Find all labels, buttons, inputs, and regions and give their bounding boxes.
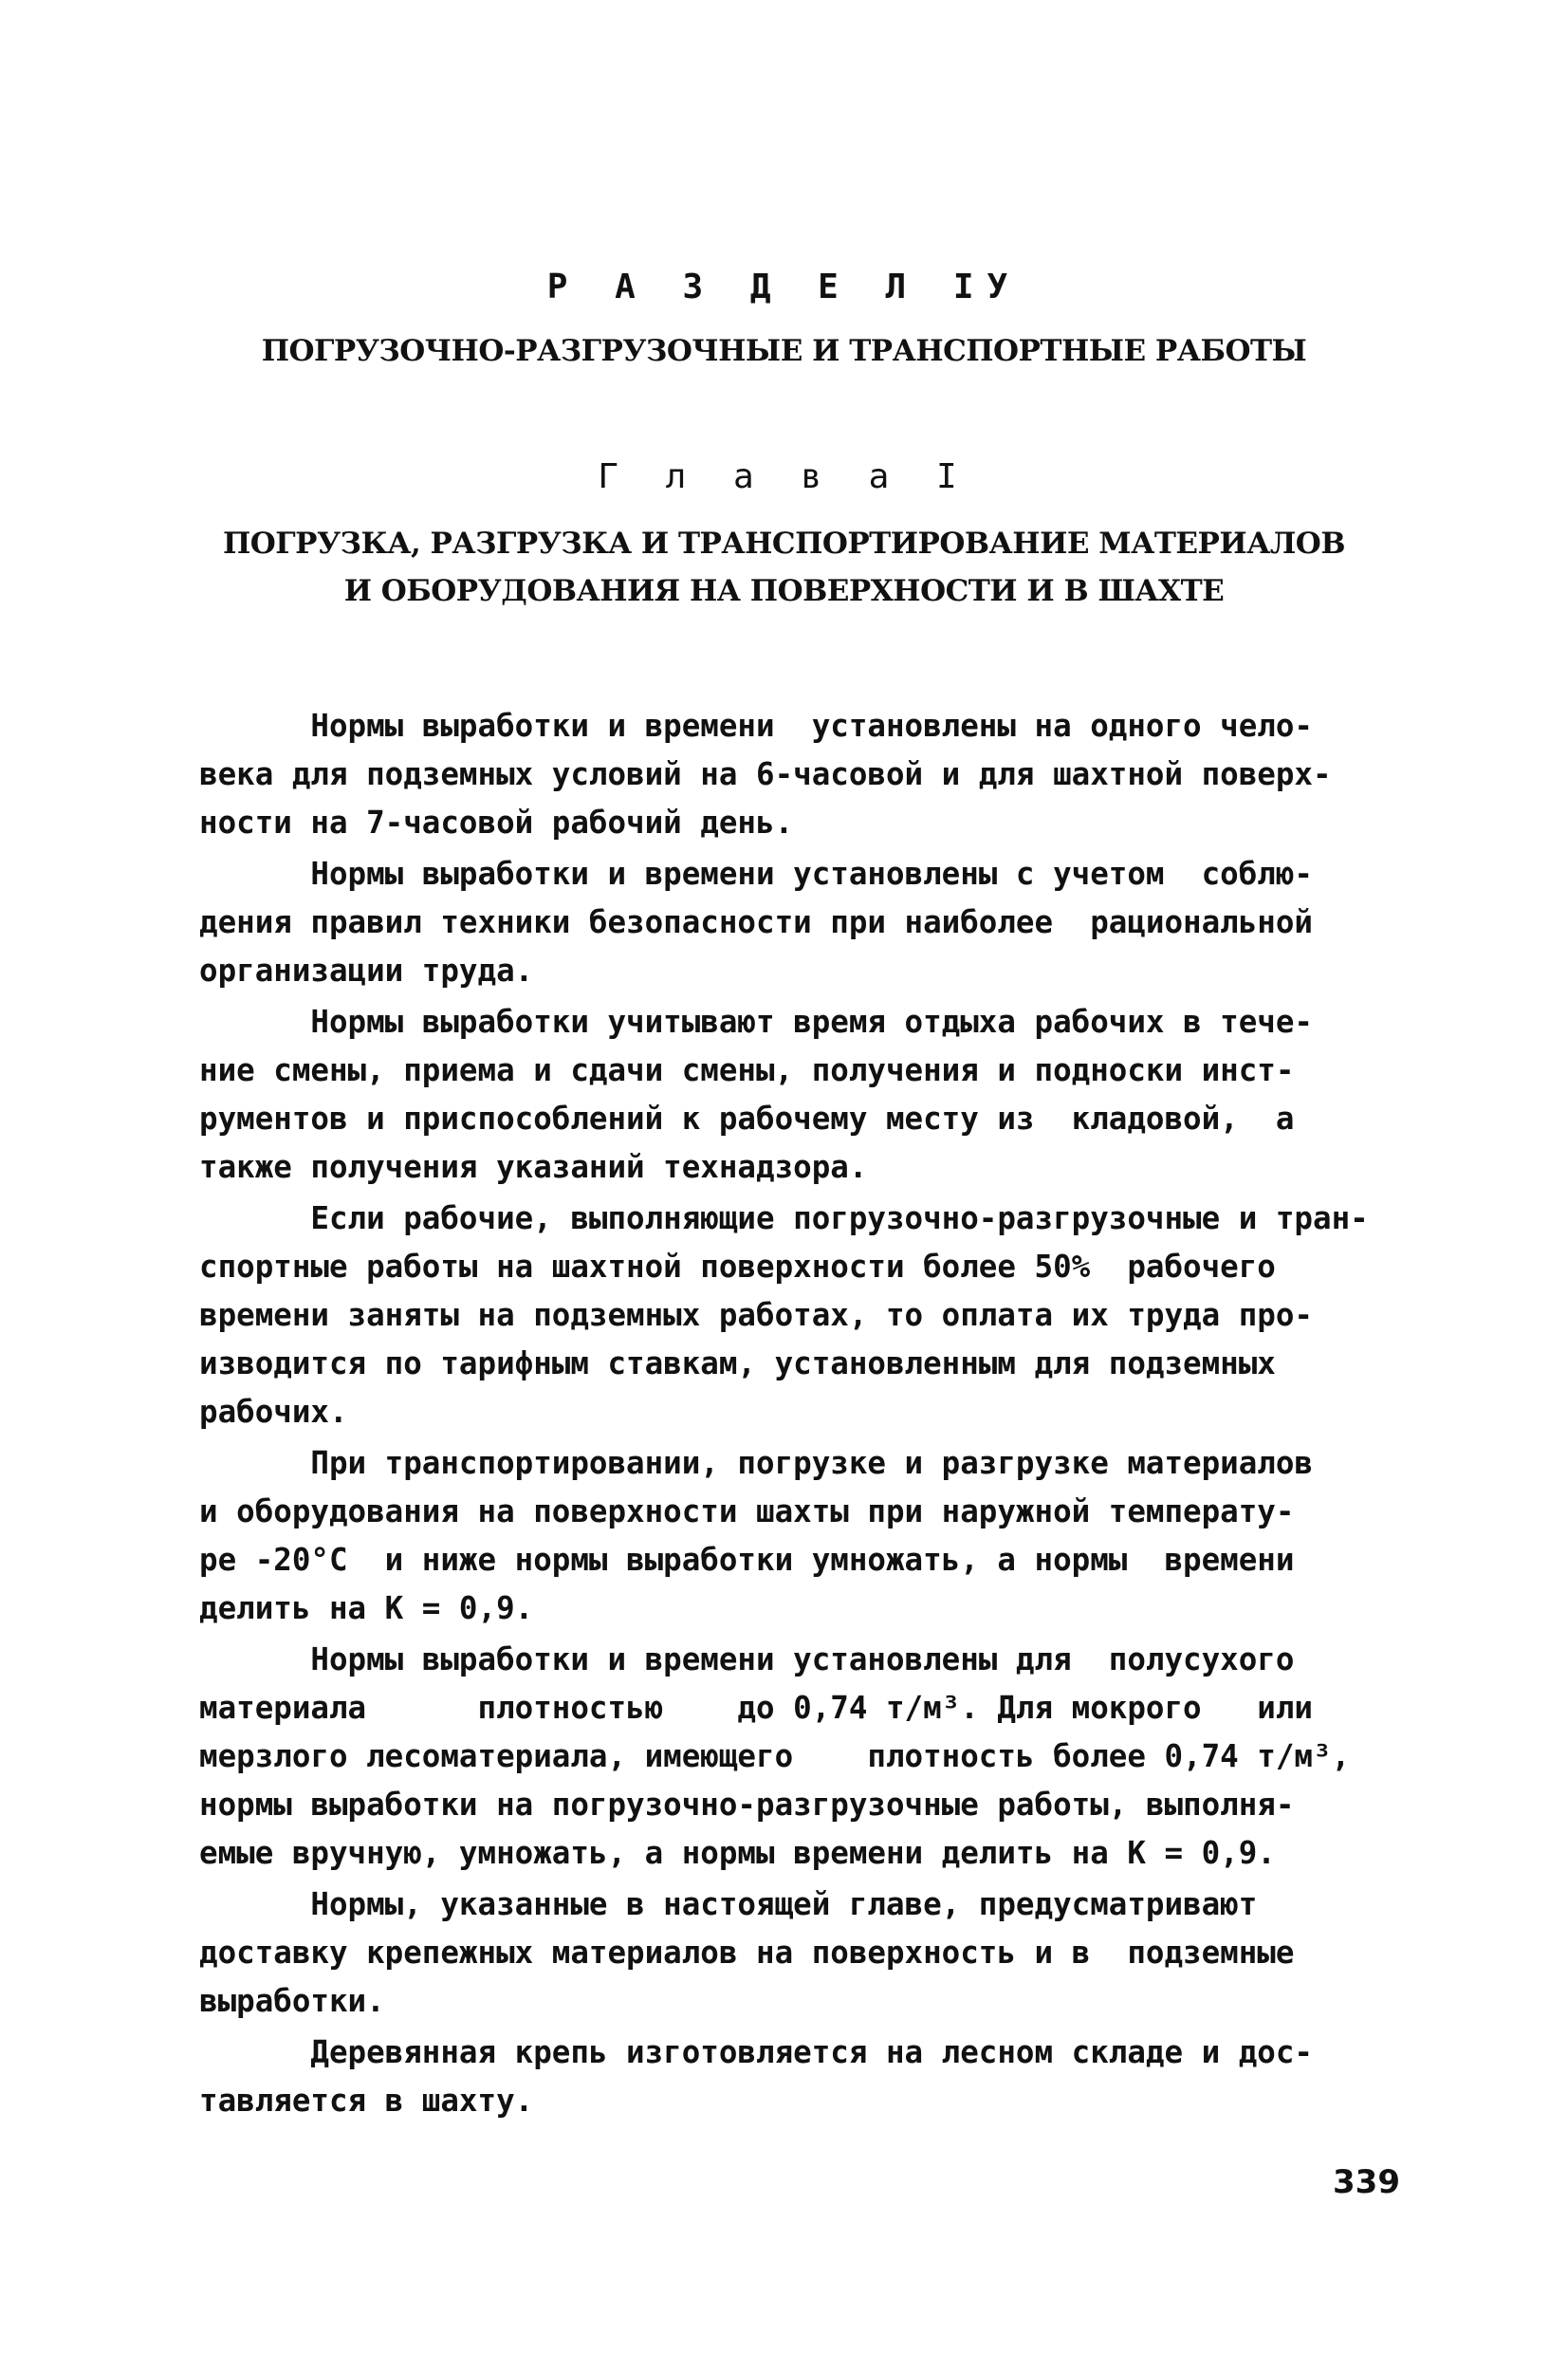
text-line: времени заняты на подземных работах, то оплата их труда про-: [199, 1297, 1313, 1333]
paragraph: [199, 998, 1328, 1192]
section-title: Р А З Д Е Л IУ: [546, 268, 1022, 306]
text-line: также получения указаний технадзора.: [199, 1149, 868, 1185]
chapter-subtitle-line: ПОГРУЗКА, РАЗГРУЗКА И ТРАНСПОРТИРОВАНИЕ МАТЕРИАЛОВ: [222, 527, 1346, 561]
text-line: материала плотностью до 0,74 т/м³. Для мокрого или: [199, 1690, 1313, 1726]
text-line: мерзлого лесоматериала, имеющего плотность более 0,74 т/м³,: [199, 1738, 1351, 1774]
text-line: делить на К = 0,9.: [199, 1590, 534, 1626]
text-line: ре -20°С и ниже нормы выработки умножать, а нормы времени: [199, 1542, 1295, 1578]
text-line: При транспортировании, погрузке и разгрузке материалов: [199, 1445, 1313, 1481]
chapter-title: Г л а в а I: [598, 457, 970, 496]
text-line: нормы выработки на погрузочно-разгрузочные работы, выполня-: [199, 1787, 1295, 1823]
page-number: 339: [1333, 2163, 1400, 2201]
chapter-subtitle: [0, 520, 1568, 615]
text-line: дения правил техники безопасности при наиболее рациональной: [199, 904, 1313, 940]
paragraph: [199, 1881, 1328, 2026]
text-line: изводится по тарифным ставкам, установленным для подземных: [199, 1345, 1276, 1381]
paragraph: [199, 1195, 1369, 1436]
text-line: рабочих.: [199, 1394, 348, 1430]
text-line: организации труда.: [199, 953, 534, 989]
paragraph: [199, 1636, 1351, 1878]
text-line: емые вручную, умножать, а нормы времени делить на К = 0,9.: [199, 1835, 1276, 1871]
body-text: [199, 702, 1369, 2128]
text-line: века для подземных условий на 6-часовой и для шахтной поверх-: [199, 756, 1332, 792]
text-line: доставку крепежных материалов на поверхность и в подземные: [199, 1935, 1295, 1971]
text-line: Деревянная крепь изготовляется на лесном складе и дос-: [199, 2034, 1313, 2070]
text-line: спортные работы на шахтной поверхности более 50% рабочего: [199, 1249, 1276, 1285]
text-line: рументов и приспособлений к рабочему месту из кладовой, а: [199, 1101, 1295, 1137]
text-line: Нормы выработки и времени установлены на одного чело-: [199, 708, 1313, 744]
text-line: Нормы выработки и времени установлены с учетом соблю-: [199, 856, 1313, 892]
text-line: выработки.: [199, 1983, 385, 2019]
chapter-subtitle-line: И ОБОРУДОВАНИЯ НА ПОВЕРХНОСТИ И В ШАХТЕ: [343, 574, 1225, 608]
paragraph: [199, 850, 1328, 995]
text-line: ности на 7-часовой рабочий день.: [199, 805, 794, 841]
text-line: Если рабочие, выполняющие погрузочно-разгрузочные и тран-: [199, 1200, 1369, 1236]
section-subtitle: ПОГРУЗОЧНО-РАЗГРУЗОЧНЫЕ И ТРАНСПОРТНЫЕ РАБОТЫ: [261, 334, 1307, 368]
text-line: Нормы выработки и времени установлены для полусухого: [199, 1641, 1295, 1677]
text-line: ние смены, приема и сдачи смены, получения и подноски инст-: [199, 1052, 1295, 1088]
text-line: Нормы выработки учитывают время отдыха рабочих в тече-: [199, 1004, 1313, 1040]
paragraph: [199, 702, 1332, 847]
text-line: тавляется в шахту.: [199, 2083, 534, 2119]
paragraph: [199, 1439, 1328, 1633]
text-line: Нормы, указанные в настоящей главе, предусматривают: [199, 1886, 1258, 1922]
paragraph: [199, 2029, 1328, 2125]
text-line: и оборудования на поверхности шахты при наружной температу-: [199, 1493, 1295, 1529]
